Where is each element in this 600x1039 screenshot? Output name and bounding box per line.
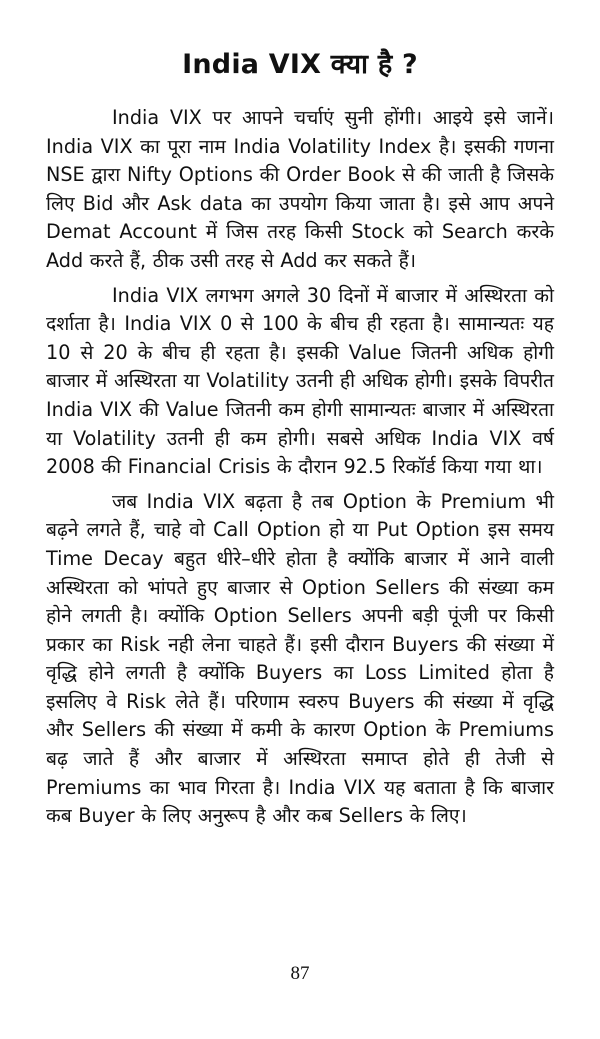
- page-number: 87: [290, 963, 310, 984]
- paragraph-1: India VIX पर आपने चर्चाएं सुनी होंगी। आइये इसे जानें। India VIX का पूरा नाम India Volatility Index है। इसकी गणना NSE द्वारा Nifty Options की Order Book से की जाती है जिसके लिए Bid और Ask data का उपयोग किया जाता है। इसे आप अपने Demat Account में जिस तरह किसी Stock को Search करके Add करते हैं, ठीक उसी तरह से Add कर सकते हैं।: [46, 106, 554, 272]
- page-title: India VIX क्या है ?: [182, 49, 418, 80]
- body-text: [46, 104, 554, 831]
- paragraph-3: जब India VIX बढ़ता है तब Option के Premium भी बढ़ने लगते हैं, चाहे वो Call Option हो या Put Option इस समय Time Decay बहुत धीरे–धीरे होता है क्योंकि बाजार में आने वाली अस्थिरता को भांपते हुए बाजार से Option Sellers की संख्या कम होने लगती है। क्योंकि Option Sellers अपनी बड़ी पूंजी पर किसी प्रकार का Risk नही लेना चाहते हैं। इसी दौरान Buyers की संख्या में वृद्धि होने लगती है क्योंकि Buyers का Loss Limited होता है इसलिए वे Risk लेते हैं। परिणाम स्वरुप Buyers की संख्या में वृद्धि और Sellers की संख्या में कमी के कारण Option के Premiums बढ़ जाते हैं और बाजार में अस्थिरता समाप्त होते ही तेजी से Premiums का भाव गिरता है। India VIX यह बताता है कि बाजार कब Buyer के लिए अनुरूप है और कब Sellers के लिए।: [46, 489, 554, 828]
- paragraph-2: India VIX लगभग अगले 30 दिनों में बाजार में अस्थिरता को दर्शाता है। India VIX 0 से 100 के बीच ही रहता है। सामान्यतः यह 10 से 20 के बीच ही रहता है। इसकी Value जितनी अधिक होगी बाजार में अस्थिरता या Volatility उतनी ही अधिक होगी। इसके विपरीत India VIX की Value जितनी कम होगी सामान्यतः बाजार में अस्थिरता या Volatility उतनी ही कम होगी। सबसे अधिक India VIX वर्ष 2008 की Financial Crisis के दौरान 92.5 रिकॉर्ड किया गया था।: [46, 283, 554, 479]
